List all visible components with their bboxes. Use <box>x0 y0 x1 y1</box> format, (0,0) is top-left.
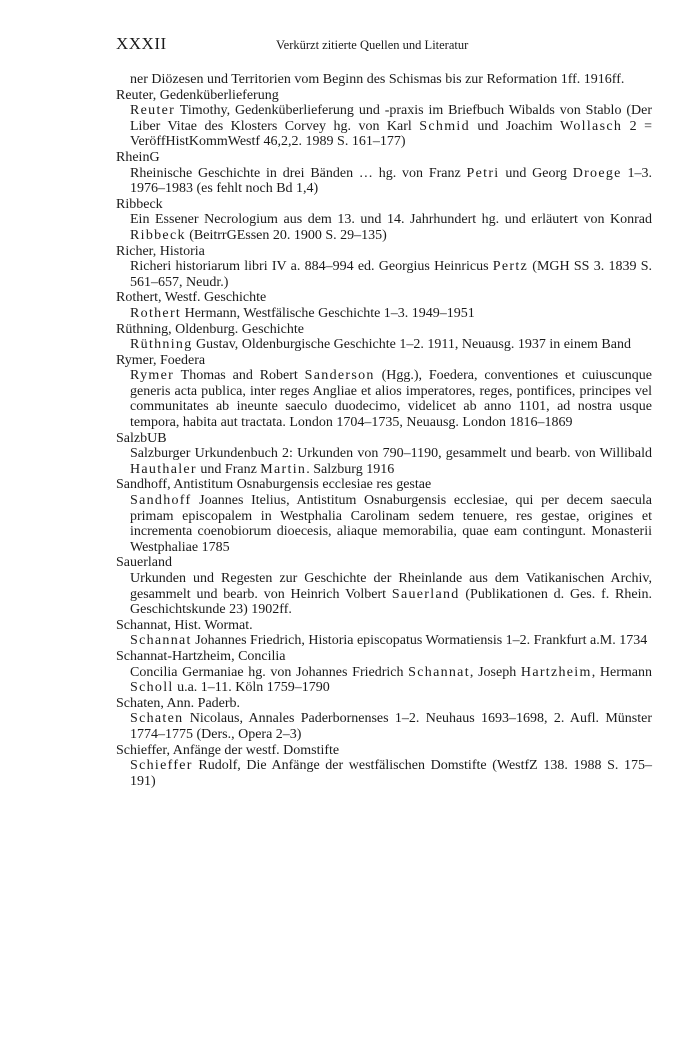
citation-text: Joannes Itelius, Antistitum Osnaburgensis ecclesiae, qui per decem saecula primam episcopalem in Westphalia Carolinam sedem tenuere, res gestae, origines et incrementa coenobiorum dioecesis, aliaque memorabilia, quae eam contingunt. Monasterii Westphaliae 1785 <box>130 493 652 555</box>
entry-full-citation <box>130 259 652 290</box>
entry-full-citation <box>130 103 652 150</box>
citation-text: Hermann, Westfälische Geschichte 1–3. 1949–1951 <box>181 305 475 321</box>
citation-text: Nicolaus, Annales Paderbornenses 1–2. Neuhaus 1693–1698, 2. Aufl. Münster 1774–1775 (Ders., Opera 2–3) <box>130 711 652 742</box>
spaced-author-name: Wollasch <box>559 118 623 134</box>
bibliography-entry <box>116 197 652 244</box>
bibliography-entry <box>116 322 652 353</box>
entry-short-title: Rothert, Westf. Geschichte <box>116 290 267 306</box>
entry-short-title: Schannat-Hartzheim, Concilia <box>116 648 286 664</box>
spaced-author-name: Petri <box>466 165 500 181</box>
spaced-author-name: Schannat <box>408 664 470 680</box>
citation-text: , Hermann <box>591 664 652 680</box>
bibliography-entry <box>116 477 652 555</box>
citation-text: (BeitrrGEssen 20. 1900 S. 29–135) <box>185 227 387 243</box>
spaced-author-name: Hartzheim <box>520 664 592 680</box>
citation-text: , Joseph <box>469 664 521 680</box>
bibliography-entry <box>116 743 652 790</box>
citation-text: (Publikationen d. Ges. f. Rhein. Geschichtskunde 23) 1902ff. <box>130 586 652 618</box>
bibliography-list <box>116 72 652 789</box>
entry-short-title: Richer, Historia <box>116 243 205 259</box>
citation-text: 1–3. 1976–1983 (es fehlt noch Bd 1,4) <box>130 165 653 197</box>
continued-entry-text: ner Diözesen und Territorien vom Beginn des Schismas bis zur Reformation 1ff. 1916ff. <box>130 72 625 87</box>
entry-full-citation <box>130 337 652 353</box>
citation-text: und Joachim <box>469 118 560 134</box>
entry-full-citation <box>130 212 652 243</box>
entry-full-citation <box>130 571 652 618</box>
citation-text: (Hgg.), Foedera, conventiones et cuiuscunque generis acta publica, inter reges Angliae et alios imperatores, reges, pontifices, principes vel communitates ab ineunte saeculo duodecimo, videlicet ab anno 1101, ad nostra usque tempora, habita aut tractata. London 1704–1735, Neuausg. London 1816–1869 <box>130 368 652 431</box>
entry-short-title: Rymer, Foedera <box>116 352 206 368</box>
citation-text: Rheinische Geschichte in drei Bänden … hg. von Franz <box>130 165 467 181</box>
entry-short-title: Schaten, Ann. Paderb. <box>116 695 241 711</box>
bibliography-entry <box>116 618 652 649</box>
spaced-author-name: Schieffer <box>130 758 193 774</box>
spaced-author-name: Pertz <box>492 259 529 275</box>
entry-full-citation <box>130 493 652 555</box>
spaced-author-name: Schmid <box>419 118 470 134</box>
entry-short-title: Ribbeck <box>116 196 163 212</box>
spaced-author-name: Reuter <box>130 103 176 119</box>
citation-text: Rudolf, Die Anfänge der westfälischen Domstifte (WestfZ 138. 1988 S. 175–191) <box>130 758 652 789</box>
spaced-author-name: Schannat <box>130 633 192 649</box>
bibliography-entry <box>116 649 652 696</box>
entry-short-title: SalzbUB <box>116 430 167 446</box>
spaced-author-name: Droege <box>572 165 622 181</box>
spaced-author-name: Sandhoff <box>130 493 192 509</box>
citation-text: Urkunden und Regesten zur Geschichte der Rheinlande aus dem Vatikanischen Archiv, gesammelt und bearb. von Heinrich Volbert <box>130 571 652 602</box>
spaced-author-name: Ribbeck <box>130 227 186 243</box>
entry-full-citation <box>130 711 652 742</box>
bibliography-entry <box>116 290 652 321</box>
citation-text: Gustav, Oldenburgische Geschichte 1–2. 1911, Neuausg. 1937 in einem Band <box>192 337 631 353</box>
spaced-author-name: Martin <box>260 461 307 477</box>
entry-full-citation <box>130 166 652 197</box>
citation-text: und Franz <box>196 461 261 477</box>
bibliography-entry <box>116 696 652 743</box>
spaced-author-name: Hauthaler <box>130 461 197 477</box>
citation-text: Johannes Friedrich, Historia episcopatus Wormatiensis 1–2. Frankfurt a.M. 1734 <box>191 633 648 649</box>
book-page <box>116 34 652 789</box>
bibliography-entry <box>116 555 652 617</box>
spaced-author-name: Rothert <box>130 305 182 321</box>
citation-text: Concilia Germaniae hg. von Johannes Friedrich <box>130 664 409 680</box>
citation-text: Richeri historiarum libri IV a. 884–994 ed. Georgius Heinricus <box>130 259 493 275</box>
bibliography-entry <box>116 431 652 478</box>
bibliography-entry <box>116 353 652 431</box>
citation-text: u.a. 1–11. Köln 1759–1790 <box>173 680 330 696</box>
citation-text: 2 = VeröffHistKommWestf 46,2,2. 1989 S. 161–177) <box>130 118 652 150</box>
spaced-author-name: Scholl <box>130 680 174 696</box>
spaced-author-name: Schaten <box>130 711 184 727</box>
entry-short-title: Schannat, Hist. Wormat. <box>116 617 253 633</box>
entry-full-citation <box>130 306 652 322</box>
entry-full-citation <box>130 446 652 477</box>
citation-text: . Salzburg 1916 <box>306 461 395 477</box>
bibliography-entry <box>116 244 652 291</box>
running-head <box>116 34 652 56</box>
entry-short-title: Sauerland <box>116 555 172 571</box>
entry-short-title: RheinG <box>116 149 160 165</box>
entry-full-citation <box>130 633 652 649</box>
citation-text: (MGH SS 3. 1839 S. 561–657, Neudr.) <box>130 259 652 290</box>
citation-text: und Georg <box>499 165 573 181</box>
bibliography-entries <box>116 88 652 790</box>
entry-full-citation <box>130 665 652 696</box>
citation-text: Timothy, Gedenküberlieferung und -praxis im Briefbuch Wibalds von Stablo (Der Liber Vitae des Klosters Corvey hg. von Karl <box>130 103 652 134</box>
spaced-author-name: Rüthning <box>130 337 193 353</box>
page-number: XXXII <box>116 34 167 53</box>
entry-full-citation <box>130 758 652 789</box>
entry-full-citation <box>130 368 652 430</box>
entry-short-title: Rüthning, Oldenburg. Geschichte <box>116 321 304 337</box>
bibliography-entry <box>116 88 652 150</box>
citation-text: Salzburger Urkundenbuch 2: Urkunden von 790–1190, gesammelt und bearb. von Willibald <box>130 446 652 462</box>
spaced-author-name: Sauerland <box>391 586 460 602</box>
entry-short-title: Sandhoff, Antistitum Osnaburgensis ecclesiae res gestae <box>116 477 432 493</box>
spaced-author-name: Sanderson <box>304 368 375 384</box>
citation-text: Ein Essener Necrologium aus dem 13. und 14. Jahrhundert hg. und erläutert von Konrad <box>130 212 652 228</box>
running-title: Verkürzt zitierte Quellen und Literatur <box>276 38 469 52</box>
spaced-author-name: Rymer <box>130 368 175 384</box>
citation-text: Thomas and Robert <box>174 368 305 384</box>
entry-short-title: Reuter, Gedenküberlieferung <box>116 87 279 103</box>
bibliography-entry <box>116 150 652 197</box>
entry-short-title: Schieffer, Anfänge der westf. Domstifte <box>116 742 340 758</box>
